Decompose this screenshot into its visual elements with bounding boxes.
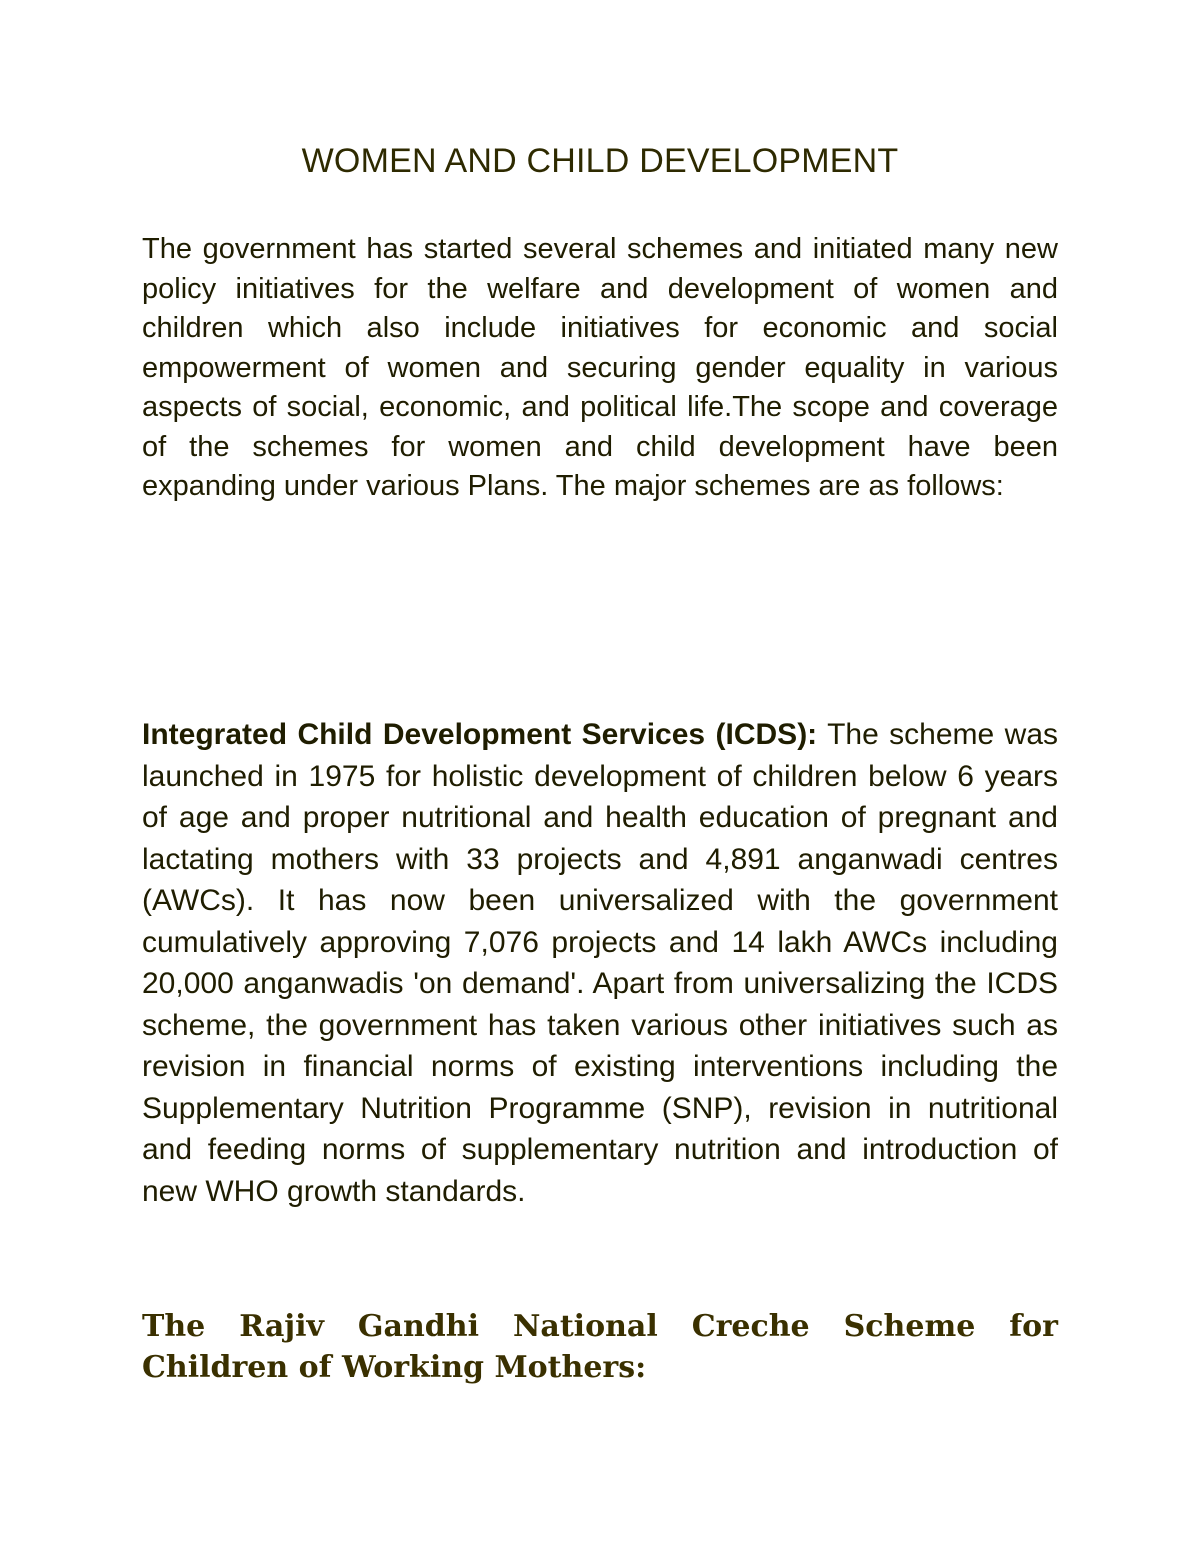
icds-section <box>142 714 1058 1212</box>
creche-scheme-heading: The Rajiv Gandhi National Creche Scheme for Children of Working Mothers: <box>142 1309 1058 1385</box>
intro-paragraph: The government has started several schemes and initiated many new policy initiatives for the welfare and development of women and children which also include initiatives for economic and social empowerment of women and securing gender equality in various aspects of social, economic, and political life.The scope and coverage of the schemes for women and child development have been expanding under various Plans. The major schemes are as follows: <box>142 233 1058 502</box>
document-title: WOMEN AND CHILD DEVELOPMENT <box>301 142 899 180</box>
icds-body: The scheme was launched in 1975 for holistic development of children below 6 years of age and proper nutritional and health education of pregnant and lactating mothers with 33 projects and 4,891 anganwadi centres (AWCs). It has now been universalized with the government cumulatively approving 7,076 projects and 14 lakh AWCs including 20,000 anganwadis 'on demand'. Apart from universalizing the ICDS scheme, the government has taken various other initiatives such as revision in financial norms of existing interventions including the Supplementary Nutrition Programme (SNP), revision in nutritional and feeding norms of supplementary nutrition and introduction of new WHO growth standards. <box>142 718 1058 1208</box>
icds-heading: Integrated Child Development Services (ICDS): <box>142 718 818 751</box>
document-page <box>142 0 1058 1553</box>
